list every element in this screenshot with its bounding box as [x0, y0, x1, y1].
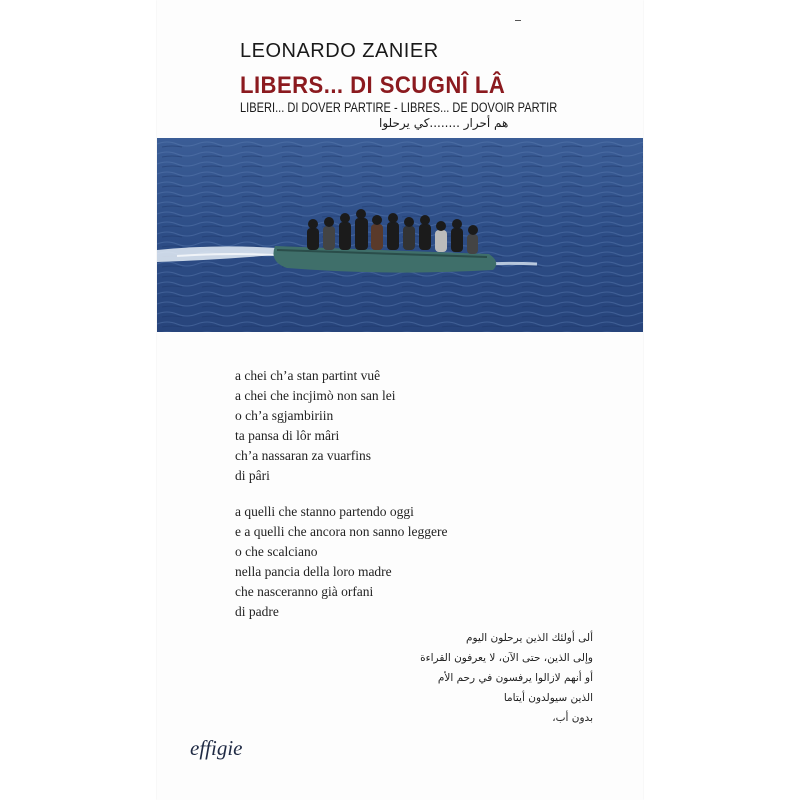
poem-line: che nasceranno già orfani [235, 584, 374, 599]
poem-line: a chei che incjimò non san lei [235, 388, 396, 403]
poem-line: nella pancia della loro madre [235, 564, 392, 579]
book-title: LIBERS... DI SCUGNÎ LÂ [240, 72, 506, 99]
stanza-gap [235, 486, 448, 502]
migrant-boat-illustration [157, 138, 643, 332]
sea-boat-photo [157, 138, 643, 332]
poem-line: e a quelli che ancora non sanno leggere [235, 524, 448, 539]
poem-line: a chei ch’a stan partint vuê [235, 368, 381, 383]
corner-mark [515, 20, 521, 21]
poem-line: o ch’a sgjambiriin [235, 408, 334, 423]
arabic-poem-line: وإلى الذين، حتى الآن، لا يعرفون القراءة [420, 652, 593, 664]
poem-line: a quelli che stanno partendo oggi [235, 504, 414, 519]
arabic-poem-line: أو أنهم لازالوا يرفسون في رحم الأم [437, 672, 593, 684]
poem-line: ta pansa di lôr mâri [235, 428, 340, 443]
arabic-poem-line: ألى أولئك الذين يرحلون اليوم [466, 632, 593, 644]
poem-line: o che scalciano [235, 544, 318, 559]
book-subtitle: LIBERI... DI DOVER PARTIRE - LIBRES... DE DOVOIR PARTIR [240, 100, 558, 115]
poem-line: di padre [235, 604, 279, 619]
book-cover [157, 0, 643, 800]
poem-line: ch’a nassaran za vuarfins [235, 448, 372, 463]
arabic-poem-block [397, 628, 593, 728]
poem-line: di pâri [235, 468, 270, 483]
arabic-poem-line: بدون أب، [552, 712, 593, 724]
poem-block [235, 366, 448, 622]
arabic-subtitle: هم أحرار ........كي يرحلوا [379, 116, 509, 130]
publisher-logo: effigie [190, 736, 243, 760]
arabic-poem-line: الذين سيولدون أيتاما [503, 692, 593, 704]
author-name: LEONARDO ZANIER [240, 40, 439, 62]
